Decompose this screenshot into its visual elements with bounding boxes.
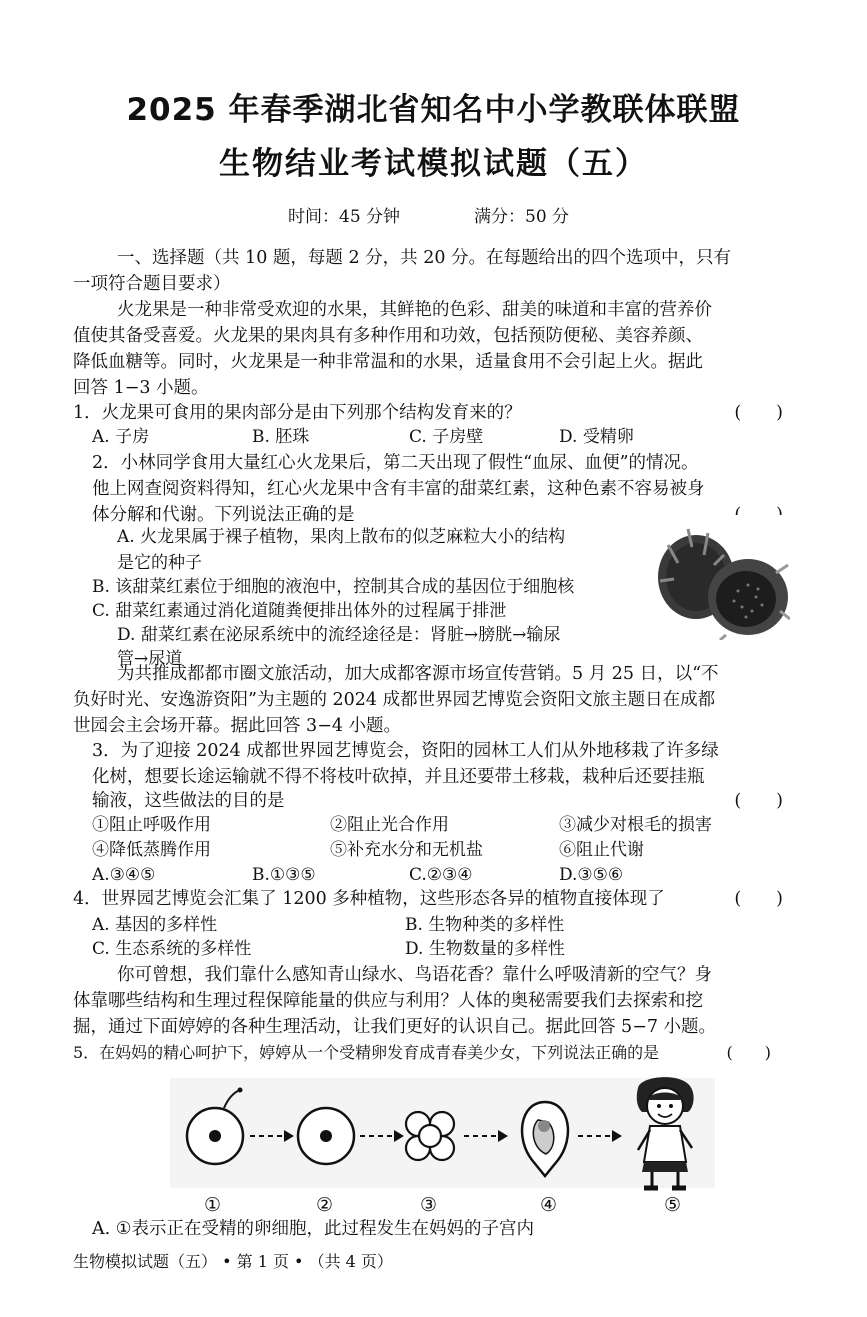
q3-stem: 化树，想要长途运输就不得不将枝叶砍掉，并且还要带土移栽，栽种后还要挂瓶 <box>92 767 705 787</box>
page-footer: 生物模拟试题（五） • 第 1 页 • （共 4 页） <box>73 1252 393 1271</box>
intro1-line: 火龙果是一种非常受欢迎的水果，其鲜艳的色彩、甜美的味道和丰富的营养价 <box>117 300 712 320</box>
q5-answer-blank: ( ) <box>726 1043 771 1062</box>
diagram-label-5: ⑤ <box>664 1194 682 1216</box>
q4-option-a: A. 基因的多样性 <box>92 915 218 935</box>
q2-option-d: D. 甜菜红素在泌尿系统中的流经途径是：肾脏→膀胱→输尿 <box>117 625 561 645</box>
q2-option-d-cont: 管→尿道 <box>117 649 183 669</box>
zygote <box>298 1108 354 1164</box>
exam-score: 满分：50 分 <box>474 207 570 227</box>
exam-time: 时间：45 分钟 <box>288 207 401 227</box>
intro3-line: 你可曾想，我们靠什么感知青山绿水、鸟语花香？靠什么呼吸清新的空气？身 <box>117 965 712 985</box>
intro2-line: 世园会主会场开幕。据此回答 3−4 小题。 <box>73 716 402 736</box>
q3-item-3: ③减少对根毛的损害 <box>559 815 712 835</box>
intro2-line: 为共推成都都市圈文旅活动，加大成都客源市场宣传营销。5 月 25 日，以“不 <box>117 664 719 684</box>
q2-option-b: B. 该甜菜红素位于细胞的液泡中，控制其合成的基因位于细胞核 <box>92 577 575 597</box>
q3-item-4: ④降低蒸腾作用 <box>92 840 211 860</box>
development-diagram <box>160 1068 720 1218</box>
q1-option-a: A. 子房 <box>92 427 150 447</box>
q3-option-d: D.③⑤⑥ <box>559 865 624 885</box>
q2-option-c: C. 甜菜红素通过消化道随粪便排出体外的过程属于排泄 <box>92 601 507 621</box>
diagram-label-1: ① <box>204 1194 222 1216</box>
q3-answer-blank: ( ) <box>734 791 783 811</box>
q4-option-d: D. 生物数量的多样性 <box>405 939 565 959</box>
q1-answer-blank: ( ) <box>734 403 783 423</box>
intro1-line: 值使其备受喜爱。火龙果的果肉具有多种作用和功效，包括预防便秘、美容养颜、 <box>73 326 703 346</box>
q1-stem: 1．火龙果可食用的果肉部分是由下列那个结构发育来的？ <box>73 403 522 423</box>
q3-item-2: ②阻止光合作用 <box>330 815 449 835</box>
q4-answer-blank: ( ) <box>734 889 783 909</box>
q3-stem: 3．为了迎接 2024 成都世界园艺博览会，资阳的园林工人们从外地移栽了许多绿 <box>92 741 719 761</box>
q3-item-5: ⑤补充水分和无机盐 <box>330 840 483 860</box>
intro1-line: 降低血糖等。同时，火龙果是一种非常温和的水果，适量食用不会引起上火。据此 <box>73 352 703 372</box>
q3-stem: 输液，这些做法的目的是 <box>92 791 285 811</box>
dividing-cells <box>406 1112 454 1160</box>
q2-stem: 2．小林同学食用大量红心火龙果后，第二天出现了假性“血尿、血便”的情况。 <box>92 453 699 473</box>
q5-option-a: A. ①表示正在受精的卵细胞，此过程发生在妈妈的子宫内 <box>92 1219 534 1239</box>
q4-stem: 4．世界园艺博览会汇集了 1200 多种植物，这些形态各异的植物直接体现了 <box>73 889 665 909</box>
exam-title-line2: 生物结业考试模拟试题（五） <box>219 146 648 182</box>
q2-stem: 体分解和代谢。下列说法正确的是 <box>92 505 355 525</box>
q4-option-c: C. 生态系统的多样性 <box>92 939 252 959</box>
q1-option-c: C. 子房壁 <box>409 427 484 447</box>
q2-option-a: A. 火龙果属于裸子植物，果肉上散布的似芝麻粒大小的结构 <box>117 527 566 547</box>
intro1-line: 回答 1−3 小题。 <box>73 378 209 398</box>
q5-stem: 5．在妈妈的精心呵护下，婷婷从一个受精卵发育成青春美少女，下列说法正确的是 <box>73 1043 660 1062</box>
section-heading-cont: 一项符合题目要求） <box>73 274 231 294</box>
diagram-label-3: ③ <box>420 1194 438 1216</box>
q3-option-c: C.②③④ <box>409 865 473 885</box>
section-heading: 一、选择题（共 10 题，每题 2 分，共 20 分。在每题给出的四个选项中，只有 <box>117 248 732 268</box>
q1-option-d: D. 受精卵 <box>559 427 634 447</box>
q3-item-1: ①阻止呼吸作用 <box>92 815 211 835</box>
diagram-label-4: ④ <box>540 1194 558 1216</box>
q3-item-6: ⑥阻止代谢 <box>559 840 644 860</box>
exam-title-line1: 2025 年春季湖北省知名中小学教联体联盟 <box>126 92 741 128</box>
q4-option-b: B. 生物种类的多样性 <box>405 915 565 935</box>
q1-option-b: B. 胚珠 <box>252 427 310 447</box>
q3-option-a: A.③④⑤ <box>92 865 156 885</box>
q3-option-b: B.①③⑤ <box>252 865 316 885</box>
q2-option-a-cont: 是它的种子 <box>117 553 202 573</box>
diagram-label-2: ② <box>316 1194 334 1216</box>
intro2-line: 负好时光、安逸游资阳”为主题的 2024 成都世界园艺博览会资阳文旅主题日在成都 <box>73 690 716 710</box>
dragon-fruit-photo <box>648 515 790 640</box>
intro3-line: 掘，通过下面婷婷的各种生理活动，让我们更好的认识自己。据此回答 5−7 小题。 <box>73 1017 717 1037</box>
q2-stem: 他上网查阅资料得知，红心火龙果中含有丰富的甜菜红素，这种色素不容易被身 <box>92 479 705 499</box>
intro3-line: 体靠哪些结构和生理过程保障能量的供应与利用？人体的奥秘需要我们去探索和挖 <box>73 991 703 1011</box>
